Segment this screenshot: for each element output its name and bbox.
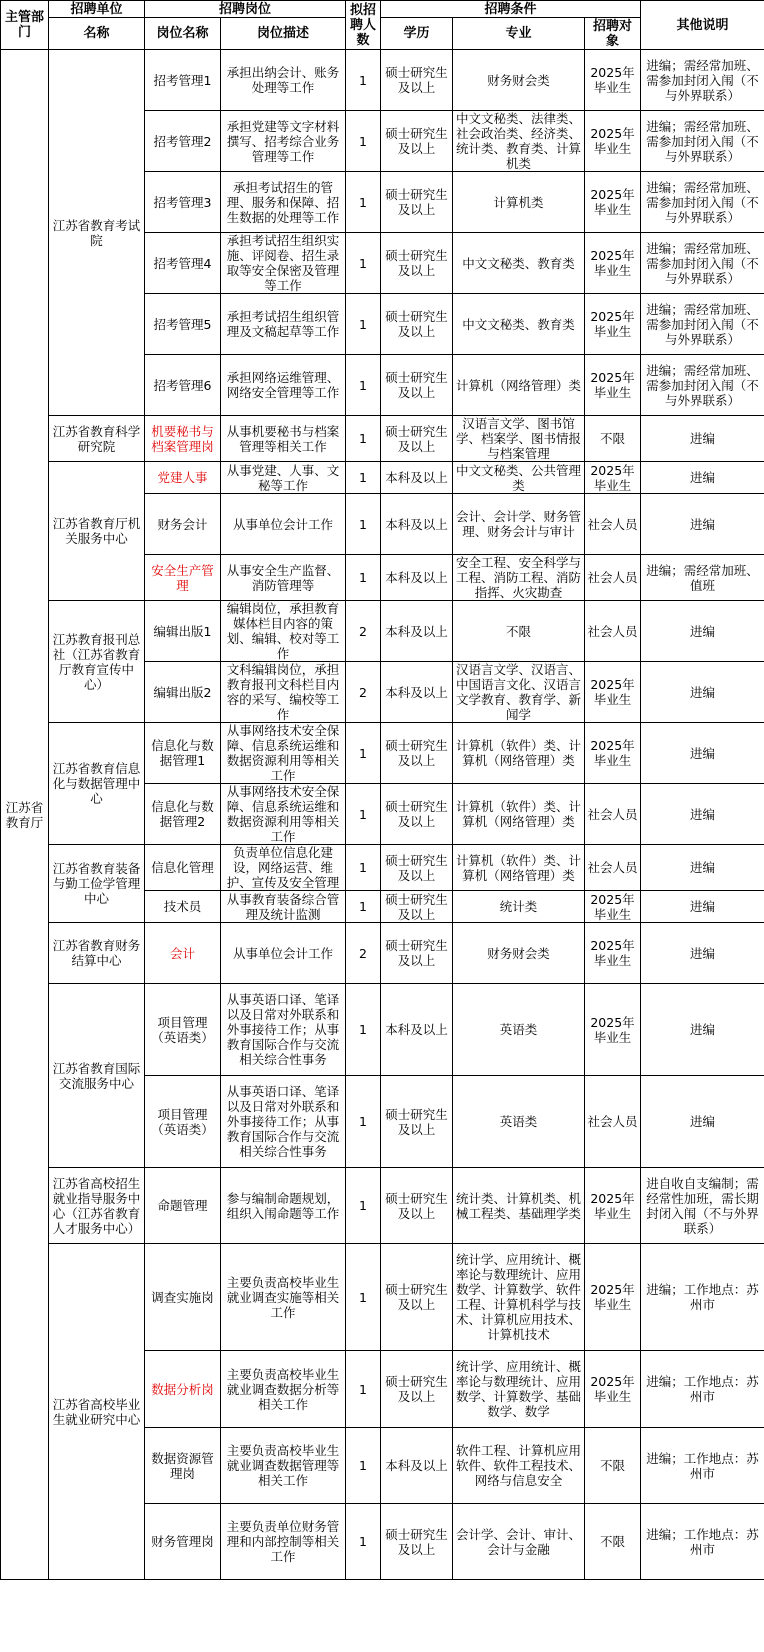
position-desc: 主要负责单位财务管理和内部控制等相关工作 bbox=[221, 1504, 346, 1580]
position-name: 招考管理1 bbox=[145, 50, 221, 111]
headcount: 1 bbox=[346, 111, 381, 172]
position-name: 信息化管理 bbox=[145, 845, 221, 891]
major: 统计学、应用统计、概率论与数理统计、应用数学、计算数学、基础数学、数学 bbox=[453, 1351, 585, 1428]
headcount: 1 bbox=[346, 845, 381, 891]
major: 中文文秘类、教育类 bbox=[453, 233, 585, 294]
position-name: 技术员 bbox=[145, 891, 221, 923]
table-row bbox=[1, 845, 764, 891]
education: 本科及以上 bbox=[381, 601, 453, 662]
major: 计算机（软件）类、计算机（网络管理）类 bbox=[453, 845, 585, 891]
target: 社会人员 bbox=[585, 845, 641, 891]
header-education: 学历 bbox=[381, 18, 453, 50]
position-desc: 从事单位会计工作 bbox=[221, 494, 346, 555]
target: 2025年毕业生 bbox=[585, 923, 641, 984]
unit-cell: 江苏省教育信息化与数据管理中心 bbox=[49, 723, 145, 845]
headcount: 1 bbox=[346, 1076, 381, 1168]
other-notes: 进编；需经常加班、需参加封闭入闱（不与外界联系） bbox=[641, 50, 764, 111]
education: 本科及以上 bbox=[381, 662, 453, 723]
position-desc: 参与编制命题规划，组织入闱命题等工作 bbox=[221, 1168, 346, 1244]
position-desc: 负责单位信息化建设，网络运营、维护、宣传及安全管理 bbox=[221, 845, 346, 891]
target: 2025年毕业生 bbox=[585, 462, 641, 494]
major: 计算机（网络管理）类 bbox=[453, 355, 585, 416]
education: 硕士研究生及以上 bbox=[381, 784, 453, 845]
table-row bbox=[1, 723, 764, 784]
header-target: 招聘对象 bbox=[585, 18, 641, 50]
target: 2025年毕业生 bbox=[585, 984, 641, 1076]
header-dept: 主管部门 bbox=[1, 1, 49, 50]
headcount: 1 bbox=[346, 784, 381, 845]
other-notes: 进编；需经常加班、值班 bbox=[641, 555, 764, 601]
major: 计算机（软件）类、计算机（网络管理）类 bbox=[453, 723, 585, 784]
position-desc: 承担考试招生组织实施、评阅卷、招生录取等安全保密及管理等工作 bbox=[221, 233, 346, 294]
unit-cell: 江苏省教育厅机关服务中心 bbox=[49, 462, 145, 601]
education: 硕士研究生及以上 bbox=[381, 1244, 453, 1351]
position-desc: 主要负责高校毕业生就业调查数据分析等相关工作 bbox=[221, 1351, 346, 1428]
other-notes: 进编 bbox=[641, 845, 764, 891]
position-desc: 从事机要秘书与档案管理等相关工作 bbox=[221, 416, 346, 462]
header-other: 其他说明 bbox=[641, 1, 764, 50]
position-desc: 从事英语口译、笔译以及日常对外联系和外事接待工作；从事教育国际合作与交流相关综合性事务 bbox=[221, 984, 346, 1076]
unit-cell: 江苏省教育科学研究院 bbox=[49, 416, 145, 462]
headcount: 1 bbox=[346, 723, 381, 784]
other-notes: 进编；需经常加班、需参加封闭入闱（不与外界联系） bbox=[641, 294, 764, 355]
education: 硕士研究生及以上 bbox=[381, 923, 453, 984]
position-desc: 承担考试招生组织管理及文稿起草等工作 bbox=[221, 294, 346, 355]
unit-cell: 江苏教育报刊总社（江苏省教育厅教育宣传中心） bbox=[49, 601, 145, 723]
position-name: 调查实施岗 bbox=[145, 1244, 221, 1351]
target: 2025年毕业生 bbox=[585, 1244, 641, 1351]
major: 安全工程、安全科学与工程、消防工程、消防指挥、火灾勘查 bbox=[453, 555, 585, 601]
major: 会计学、会计、审计、会计与金融 bbox=[453, 1504, 585, 1580]
other-notes: 进编；工作地点：苏州市 bbox=[641, 1504, 764, 1580]
headcount: 1 bbox=[346, 233, 381, 294]
position-desc: 主要负责高校毕业生就业调查实施等相关工作 bbox=[221, 1244, 346, 1351]
target: 2025年毕业生 bbox=[585, 355, 641, 416]
header-condition-group: 招聘条件 bbox=[381, 1, 641, 18]
target: 2025年毕业生 bbox=[585, 891, 641, 923]
major: 中文文秘类、教育类 bbox=[453, 294, 585, 355]
major: 中文文秘类、法律类、社会政治类、经济类、统计类、教育类、计算机类 bbox=[453, 111, 585, 172]
target: 不限 bbox=[585, 1428, 641, 1504]
major: 不限 bbox=[453, 601, 585, 662]
education: 硕士研究生及以上 bbox=[381, 111, 453, 172]
education: 本科及以上 bbox=[381, 555, 453, 601]
education: 硕士研究生及以上 bbox=[381, 1168, 453, 1244]
position-name: 招考管理4 bbox=[145, 233, 221, 294]
major: 财务财会类 bbox=[453, 50, 585, 111]
position-name: 财务管理岗 bbox=[145, 1504, 221, 1580]
position-name: 编辑出版1 bbox=[145, 601, 221, 662]
major: 软件工程、计算机应用软件、软件工程技术、网络与信息安全 bbox=[453, 1428, 585, 1504]
headcount: 1 bbox=[346, 416, 381, 462]
other-notes: 进编 bbox=[641, 416, 764, 462]
headcount: 1 bbox=[346, 984, 381, 1076]
header-position-group: 招聘岗位 bbox=[145, 1, 346, 18]
position-name: 招考管理2 bbox=[145, 111, 221, 172]
headcount: 1 bbox=[346, 50, 381, 111]
other-notes: 进编；工作地点：苏州市 bbox=[641, 1428, 764, 1504]
header-position-name: 岗位名称 bbox=[145, 18, 221, 50]
target: 2025年毕业生 bbox=[585, 1351, 641, 1428]
table-row bbox=[1, 462, 764, 494]
position-name: 会计 bbox=[145, 923, 221, 984]
target: 2025年毕业生 bbox=[585, 50, 641, 111]
major: 统计学、应用统计、概率论与数理统计、应用数学、计算数学、软件工程、计算机科学与技术、计算机应用技术、计算机技术 bbox=[453, 1244, 585, 1351]
position-name: 项目管理（英语类） bbox=[145, 1076, 221, 1168]
header-unit-name: 名称 bbox=[49, 18, 145, 50]
major: 财务财会类 bbox=[453, 923, 585, 984]
target: 不限 bbox=[585, 416, 641, 462]
headcount: 1 bbox=[346, 1428, 381, 1504]
target: 2025年毕业生 bbox=[585, 294, 641, 355]
target: 社会人员 bbox=[585, 1076, 641, 1168]
position-desc: 承担出纳会计、账务处理等工作 bbox=[221, 50, 346, 111]
unit-cell: 江苏省教育考试院 bbox=[49, 50, 145, 416]
education: 硕士研究生及以上 bbox=[381, 723, 453, 784]
education: 硕士研究生及以上 bbox=[381, 1504, 453, 1580]
education: 本科及以上 bbox=[381, 1428, 453, 1504]
table-row bbox=[1, 50, 764, 111]
other-notes: 进编；工作地点：苏州市 bbox=[641, 1351, 764, 1428]
position-desc: 从事单位会计工作 bbox=[221, 923, 346, 984]
major: 英语类 bbox=[453, 1076, 585, 1168]
unit-cell: 江苏省教育装备与勤工俭学管理中心 bbox=[49, 845, 145, 923]
other-notes: 进编；需经常加班、需参加封闭入闱（不与外界联系） bbox=[641, 233, 764, 294]
position-name: 编辑出版2 bbox=[145, 662, 221, 723]
education: 硕士研究生及以上 bbox=[381, 416, 453, 462]
position-name: 招考管理5 bbox=[145, 294, 221, 355]
position-name: 机要秘书与档案管理岗 bbox=[145, 416, 221, 462]
target: 社会人员 bbox=[585, 494, 641, 555]
headcount: 1 bbox=[346, 355, 381, 416]
header-unit-group: 招聘单位 bbox=[49, 1, 145, 18]
position-desc: 文科编辑岗位，承担教育报刊文科栏目内容的采写、编校等工作 bbox=[221, 662, 346, 723]
headcount: 1 bbox=[346, 891, 381, 923]
education: 硕士研究生及以上 bbox=[381, 233, 453, 294]
position-desc: 从事英语口译、笔译以及日常对外联系和外事接待工作；从事教育国际合作与交流相关综合性事务 bbox=[221, 1076, 346, 1168]
other-notes: 进编；需经常加班、需参加封闭入闱（不与外界联系） bbox=[641, 111, 764, 172]
headcount: 1 bbox=[346, 294, 381, 355]
other-notes: 进编 bbox=[641, 923, 764, 984]
other-notes: 进编 bbox=[641, 462, 764, 494]
position-desc: 承担党建等文字材料撰写、招考综合业务管理等工作 bbox=[221, 111, 346, 172]
other-notes: 进编 bbox=[641, 784, 764, 845]
major: 统计类 bbox=[453, 891, 585, 923]
education: 硕士研究生及以上 bbox=[381, 1351, 453, 1428]
target: 2025年毕业生 bbox=[585, 1168, 641, 1244]
education: 本科及以上 bbox=[381, 494, 453, 555]
other-notes: 进编 bbox=[641, 1076, 764, 1168]
education: 硕士研究生及以上 bbox=[381, 50, 453, 111]
target: 社会人员 bbox=[585, 601, 641, 662]
position-desc: 从事安全生产监督、消防管理等 bbox=[221, 555, 346, 601]
headcount: 1 bbox=[346, 1504, 381, 1580]
other-notes: 进编；工作地点：苏州市 bbox=[641, 1244, 764, 1351]
table-row bbox=[1, 416, 764, 462]
table-row bbox=[1, 1168, 764, 1244]
other-notes: 进编 bbox=[641, 984, 764, 1076]
other-notes: 进编 bbox=[641, 723, 764, 784]
education: 硕士研究生及以上 bbox=[381, 294, 453, 355]
headcount: 1 bbox=[346, 1351, 381, 1428]
position-name: 招考管理3 bbox=[145, 172, 221, 233]
header-position-desc: 岗位描述 bbox=[221, 18, 346, 50]
header-major: 专业 bbox=[453, 18, 585, 50]
position-name: 信息化与数据管理1 bbox=[145, 723, 221, 784]
major: 汉语言文学、汉语言、中国语言文化、汉语言文学教育、教育学、新闻学 bbox=[453, 662, 585, 723]
position-desc: 从事网络技术安全保障、信息系统运维和数据资源利用等相关工作 bbox=[221, 723, 346, 784]
major: 会计、会计学、财务管理、财务会计与审计 bbox=[453, 494, 585, 555]
position-name: 信息化与数据管理2 bbox=[145, 784, 221, 845]
unit-cell: 江苏省教育国际交流服务中心 bbox=[49, 984, 145, 1168]
major: 计算机（软件）类、计算机（网络管理）类 bbox=[453, 784, 585, 845]
header-headcount: 拟招聘人数 bbox=[346, 1, 381, 50]
table-row bbox=[1, 1244, 764, 1351]
target: 2025年毕业生 bbox=[585, 111, 641, 172]
position-name: 党建人事 bbox=[145, 462, 221, 494]
position-desc: 承担考试招生的管理、服务和保障、招生数据的处理等工作 bbox=[221, 172, 346, 233]
position-desc: 从事党建、人事、文秘等工作 bbox=[221, 462, 346, 494]
position-name: 招考管理6 bbox=[145, 355, 221, 416]
headcount: 1 bbox=[346, 462, 381, 494]
target: 2025年毕业生 bbox=[585, 233, 641, 294]
target: 不限 bbox=[585, 1504, 641, 1580]
position-name: 数据资源管理岗 bbox=[145, 1428, 221, 1504]
unit-cell: 江苏省高校毕业生就业研究中心 bbox=[49, 1244, 145, 1580]
position-name: 命题管理 bbox=[145, 1168, 221, 1244]
headcount: 1 bbox=[346, 555, 381, 601]
other-notes: 进编；需经常加班、需参加封闭入闱（不与外界联系） bbox=[641, 172, 764, 233]
target: 社会人员 bbox=[585, 784, 641, 845]
headcount: 1 bbox=[346, 1168, 381, 1244]
other-notes: 进编 bbox=[641, 891, 764, 923]
other-notes: 进编；需经常加班、需参加封闭入闱（不与外界联系） bbox=[641, 355, 764, 416]
table-row bbox=[1, 601, 764, 662]
education: 本科及以上 bbox=[381, 462, 453, 494]
other-notes: 进编 bbox=[641, 662, 764, 723]
table-row bbox=[1, 984, 764, 1076]
major: 汉语言文学、图书馆学、档案学、图书情报与档案管理 bbox=[453, 416, 585, 462]
target: 2025年毕业生 bbox=[585, 172, 641, 233]
unit-cell: 江苏省高校招生就业指导服务中心（江苏省教育人才服务中心） bbox=[49, 1168, 145, 1244]
position-name: 安全生产管理 bbox=[145, 555, 221, 601]
position-name: 财务会计 bbox=[145, 494, 221, 555]
other-notes: 进编 bbox=[641, 494, 764, 555]
headcount: 2 bbox=[346, 601, 381, 662]
headcount: 2 bbox=[346, 662, 381, 723]
education: 硕士研究生及以上 bbox=[381, 355, 453, 416]
position-desc: 编辑岗位，承担教育媒体栏目内容的策划、编辑、校对等工作 bbox=[221, 601, 346, 662]
target: 社会人员 bbox=[585, 555, 641, 601]
other-notes: 进自收自支编制；需经常性加班，需长期封闭入闱（不与外界联系） bbox=[641, 1168, 764, 1244]
target: 2025年毕业生 bbox=[585, 723, 641, 784]
position-desc: 主要负责高校毕业生就业调查数据管理等相关工作 bbox=[221, 1428, 346, 1504]
position-name: 数据分析岗 bbox=[145, 1351, 221, 1428]
education: 本科及以上 bbox=[381, 984, 453, 1076]
major: 中文文秘类、公共管理类 bbox=[453, 462, 585, 494]
headcount: 1 bbox=[346, 494, 381, 555]
education: 硕士研究生及以上 bbox=[381, 172, 453, 233]
unit-cell: 江苏省教育财务结算中心 bbox=[49, 923, 145, 984]
position-desc: 从事教育装备综合管理及统计监测 bbox=[221, 891, 346, 923]
headcount: 1 bbox=[346, 1244, 381, 1351]
target: 2025年毕业生 bbox=[585, 662, 641, 723]
major: 英语类 bbox=[453, 984, 585, 1076]
position-name: 项目管理（英语类） bbox=[145, 984, 221, 1076]
headcount: 1 bbox=[346, 172, 381, 233]
major: 计算机类 bbox=[453, 172, 585, 233]
major: 统计类、计算机类、机械工程类、基础理学类 bbox=[453, 1168, 585, 1244]
position-desc: 承担网络运维管理、网络安全管理等工作 bbox=[221, 355, 346, 416]
table-row bbox=[1, 923, 764, 984]
education: 硕士研究生及以上 bbox=[381, 1076, 453, 1168]
education: 硕士研究生及以上 bbox=[381, 891, 453, 923]
dept-cell: 江苏省教育厅 bbox=[1, 50, 49, 1580]
education: 硕士研究生及以上 bbox=[381, 845, 453, 891]
other-notes: 进编 bbox=[641, 601, 764, 662]
headcount: 2 bbox=[346, 923, 381, 984]
position-desc: 从事网络技术安全保障、信息系统运维和数据资源利用等相关工作 bbox=[221, 784, 346, 845]
